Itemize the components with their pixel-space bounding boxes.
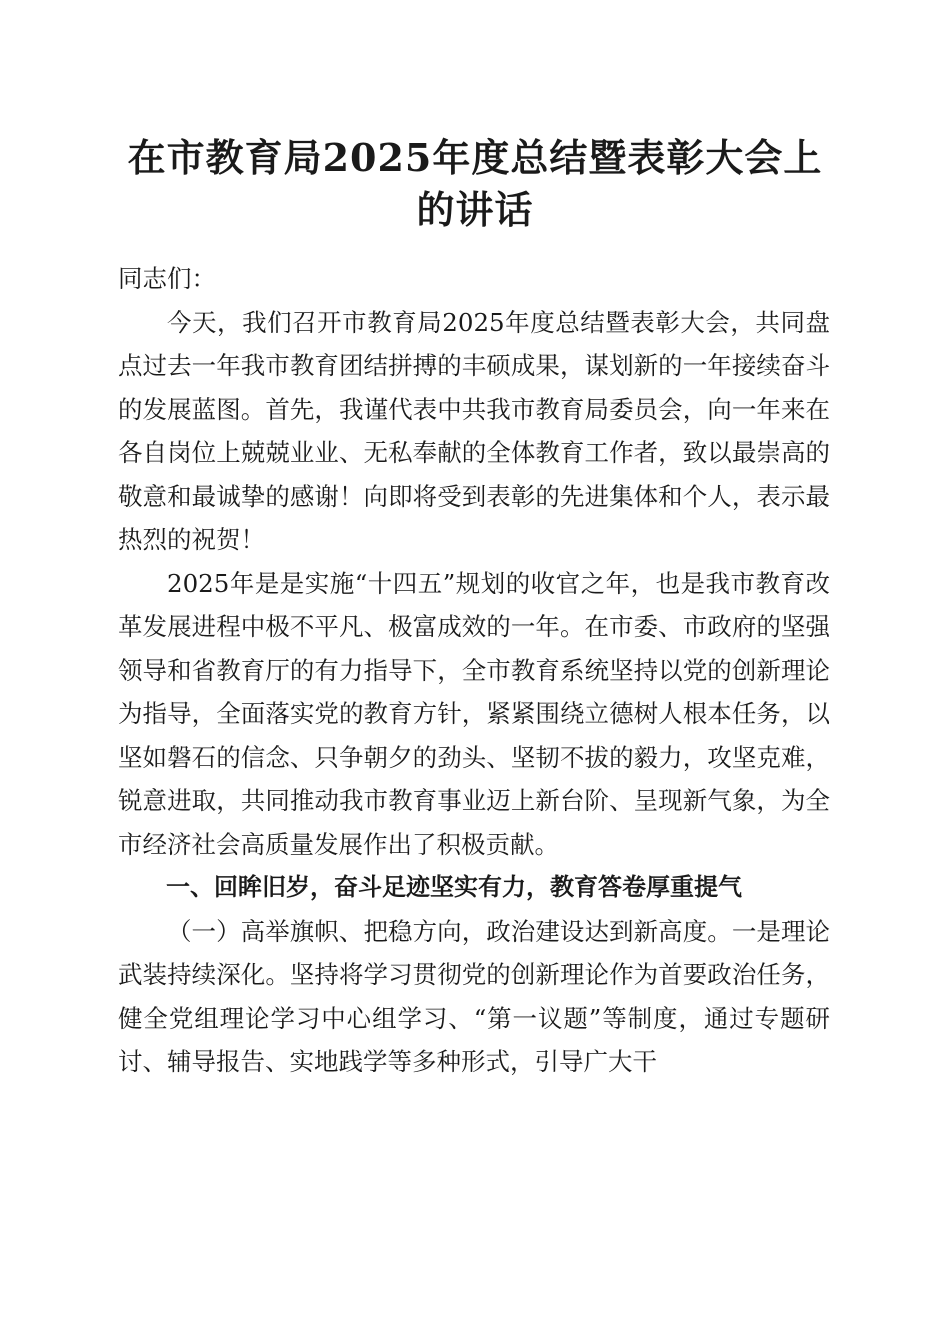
document-title: 在市教育局2025年度总结暨表彰大会上的讲话: [127, 135, 823, 232]
section-heading: 一、回眸旧岁，奋斗足迹坚实有力，教育答卷厚重提气: [166, 873, 742, 901]
paragraph-review-2025: 2025年是是实施“十四五”规划的收官之年，也是我市教育改革发展进程中极不平凡、极富成效的一年。在市委、市政府的坚强领导和省教育厅的有力指导下，全市教育系统坚持以党的创新理论为指导，全面落实党的教育方针，紧紧围绕立德树人根本任务，以坚如磐石的信念、只争朝夕的劲头、坚韧不拔的毅力，攻坚克难，锐意进取，共同推动我市教育事业迈上新台阶、呈现新气象，为全市经济社会高质量发展作出了积极贡献。: [118, 568, 830, 859]
document-body: [118, 257, 830, 1084]
subsection-paragraph: （一）高举旗帜、把稳方向，政治建设达到新高度。一是理论武装持续深化。坚持将学习贯彻党的创新理论作为首要政治任务，健全党组理论学习中心组学习、“第一议题”等制度，通过专题研讨、辅导报告、实地践学等多种形式，引导广大干: [118, 916, 830, 1076]
paragraph-opening: 今天，我们召开市教育局2025年度总结暨表彰大会，共同盘点过去一年我市教育团结拼搏的丰硕成果，谋划新的一年接续奋斗的发展蓝图。首先，我谨代表中共我市教育局委员会，向一年来在各自岗位上兢兢业业、无私奉献的全体教育工作者，致以最崇高的敬意和最诚挚的感谢！向即将受到表彰的先进集体和个人，表示最热烈的祝贺！: [118, 307, 830, 554]
salutation: 同志们：: [118, 264, 216, 293]
